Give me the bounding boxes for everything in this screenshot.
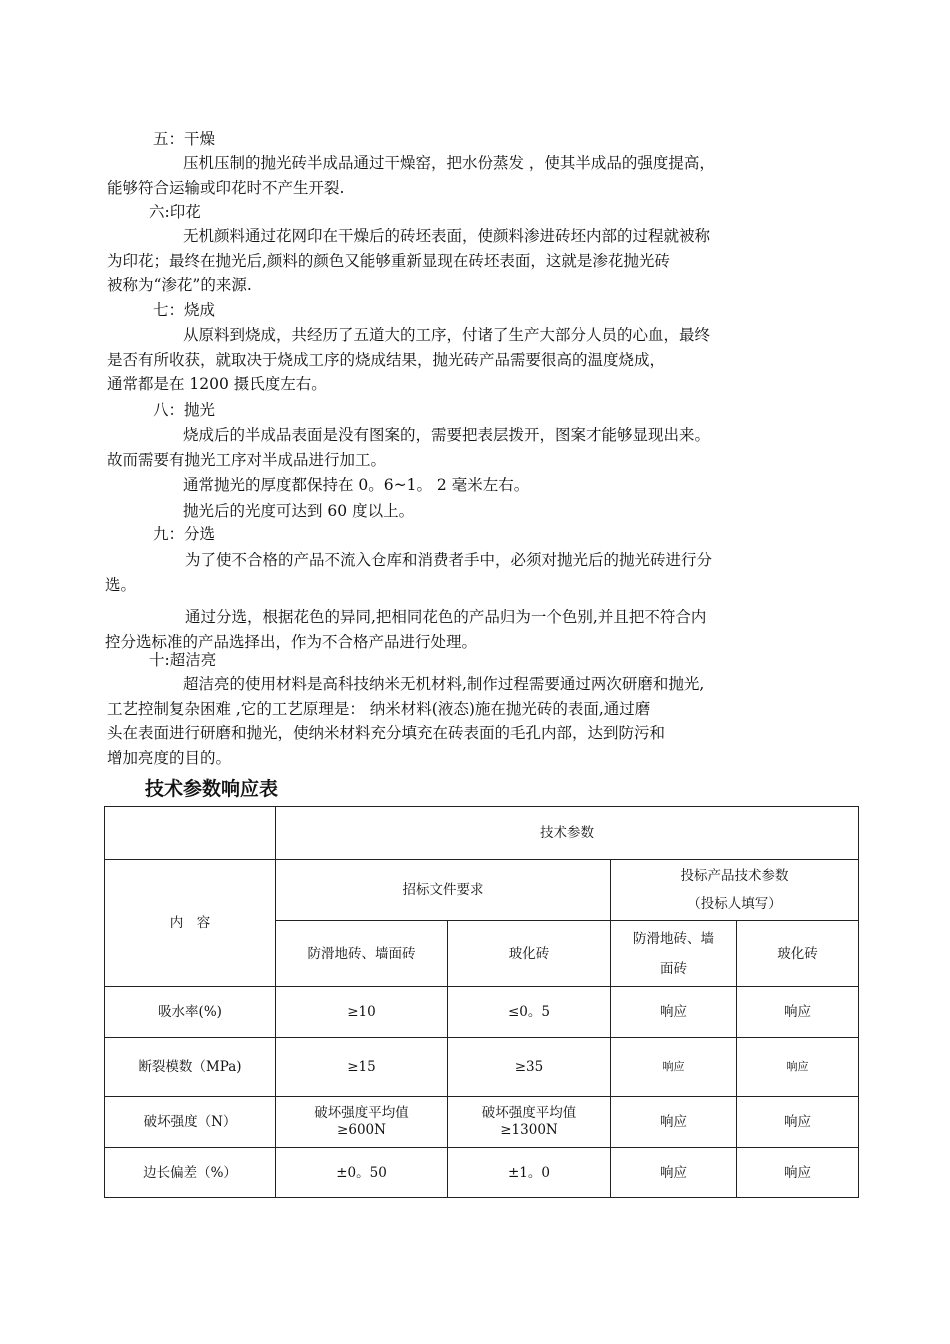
- cell-text: 破坏强度平均值: [481, 1105, 577, 1121]
- cell-text: 破坏强度平均值: [314, 1105, 409, 1121]
- table-cell: ≥35: [448, 1038, 611, 1097]
- table-cell: ±1。0: [448, 1148, 611, 1198]
- bid-params-header: [611, 860, 859, 921]
- response-cell: 响应: [737, 1148, 859, 1198]
- table-title: 技术参数响应表: [145, 778, 279, 800]
- text-line: 故而需要有抛光工序对半成品进行加工。: [107, 450, 387, 469]
- table-row: [105, 1148, 859, 1198]
- cell-text: 面砖: [660, 960, 687, 977]
- section-body-sorting: [105, 548, 855, 654]
- section-body-printing: [107, 224, 855, 298]
- response-cell: 响应: [737, 987, 859, 1038]
- text-line: 工艺控制复杂困难 ,它的工艺原理是： 纳米材料(液态)施在抛光砖的表面,通过磨: [107, 699, 651, 718]
- paragraph: [105, 548, 855, 597]
- response-cell: 响应: [611, 987, 737, 1038]
- paragraph: [107, 224, 855, 298]
- text-line: 压机压制的抛光砖半成品通过干燥窑，把水份蒸发 ，使其半成品的强度提高，: [183, 154, 715, 172]
- table-header-row: [105, 807, 859, 860]
- text-line: 为了使不合格的产品不流入仓库和消费者手中，必须对抛光后的抛光砖进行分: [185, 551, 713, 569]
- section-body-firing: [107, 323, 855, 397]
- col-header: 玻化砖: [737, 921, 859, 987]
- response-cell: 响应: [611, 1038, 737, 1097]
- cell-text: ≥600N: [337, 1122, 386, 1138]
- section-heading-sorting: 九：分选: [153, 525, 216, 543]
- paragraph: [145, 499, 855, 524]
- response-cell: 响应: [611, 1097, 737, 1148]
- text-line: 超洁亮的使用材料是高科技纳米无机材料,制作过程需要通过两次研磨和抛光,: [183, 675, 705, 693]
- table-header-row: [105, 860, 859, 921]
- text-line: 通常都是在 1200 摄氏度左右。: [107, 375, 327, 393]
- table-row: [105, 1038, 859, 1097]
- table-cell: [448, 1097, 611, 1148]
- paragraph: [107, 151, 855, 200]
- text-line: 烧成后的半成品表面是没有图案的，需要把表层拨开，图案才能够显现出来。: [183, 426, 711, 444]
- table-cell: [276, 1097, 448, 1148]
- text-line: 为印花；最终在抛光后,颜料的颜色又能够重新显现在砖坯表面，这就是渗花抛光砖: [107, 251, 670, 270]
- text-line: 是否有所收获，就取决于烧成工序的烧成结果，抛光砖产品需要很高的温度烧成，: [107, 350, 666, 369]
- table-cell: ≥10: [276, 987, 448, 1038]
- tech-params-table: [104, 806, 859, 1198]
- section-body-polishing: [107, 423, 855, 523]
- section-heading-printing: 六:印花: [149, 203, 201, 221]
- col-header: 玻化砖: [448, 921, 611, 987]
- paragraph: [107, 423, 855, 472]
- response-cell: 响应: [611, 1148, 737, 1198]
- response-cell: 响应: [737, 1038, 859, 1097]
- text-line: 无机颜料通过花网印在干燥后的砖坯表面，使颜料渗进砖坯内部的过程就被称: [183, 227, 711, 245]
- tech-params-header: 技术参数: [276, 807, 859, 860]
- table-row: [105, 987, 859, 1038]
- col-header: 防滑地砖、墙面砖: [276, 921, 448, 987]
- cell-text: 防滑地砖、墙: [633, 930, 714, 947]
- section-body-drying: [107, 151, 855, 200]
- paragraph: [107, 323, 855, 397]
- table-cell: ≥15: [276, 1038, 448, 1097]
- text-line: 从原料到烧成，共经历了五道大的工序，付诸了生产大部分人员的心血，最终: [183, 326, 711, 344]
- table-row: [105, 1097, 859, 1148]
- text-line: 通过分选，根据花色的异同,把相同花色的产品归为一个色别,并且把不符合内: [185, 608, 707, 626]
- table-cell: ≤0。5: [448, 987, 611, 1038]
- content-header: 内 容: [105, 860, 276, 987]
- cell-text: ≥1300N: [500, 1122, 558, 1138]
- row-label: 吸水率(%): [105, 987, 276, 1038]
- section-heading-polishing: 八：抛光: [153, 401, 216, 419]
- table-cell: ±0。50: [276, 1148, 448, 1198]
- col-header: [611, 921, 737, 987]
- cell-text: （投标人填写）: [687, 896, 782, 912]
- text-line: 被称为“渗花”的来源.: [107, 276, 252, 294]
- response-cell: 响应: [737, 1097, 859, 1148]
- row-label: 断裂模数（MPa): [105, 1038, 276, 1097]
- row-label: 破坏强度（N）: [105, 1097, 276, 1148]
- tender-requirement-header: 招标文件要求: [276, 860, 611, 921]
- section-heading-super-clean: 十:超洁亮: [149, 651, 217, 669]
- text-line: 抛光后的光度可达到 60 度以上。: [183, 501, 415, 520]
- section-heading-drying: 五：干燥: [153, 130, 216, 148]
- text-line: 头在表面进行研磨和抛光，使纳米材料充分填充在砖表面的毛孔内部，达到防污和: [107, 724, 666, 742]
- text-line: 通常抛光的厚度都保持在 0。6~1。 2 毫米左右。: [183, 476, 530, 494]
- paragraph: [145, 473, 855, 498]
- section-body-super-clean: [107, 672, 855, 770]
- text-line: 增加亮度的目的。: [107, 748, 232, 767]
- text-line: 控分选标准的产品选择出，作为不合格产品进行处理。: [105, 632, 478, 651]
- paragraph: [107, 672, 855, 770]
- row-label: 边长偏差（%）: [105, 1148, 276, 1198]
- text-line: 能够符合运输或印花时不产生开裂.: [107, 178, 345, 197]
- table-corner-cell: [105, 807, 276, 860]
- cell-text: 投标产品技术参数: [680, 868, 789, 884]
- text-line: 选。: [105, 575, 137, 594]
- paragraph: [105, 605, 855, 654]
- section-heading-firing: 七：烧成: [153, 301, 216, 319]
